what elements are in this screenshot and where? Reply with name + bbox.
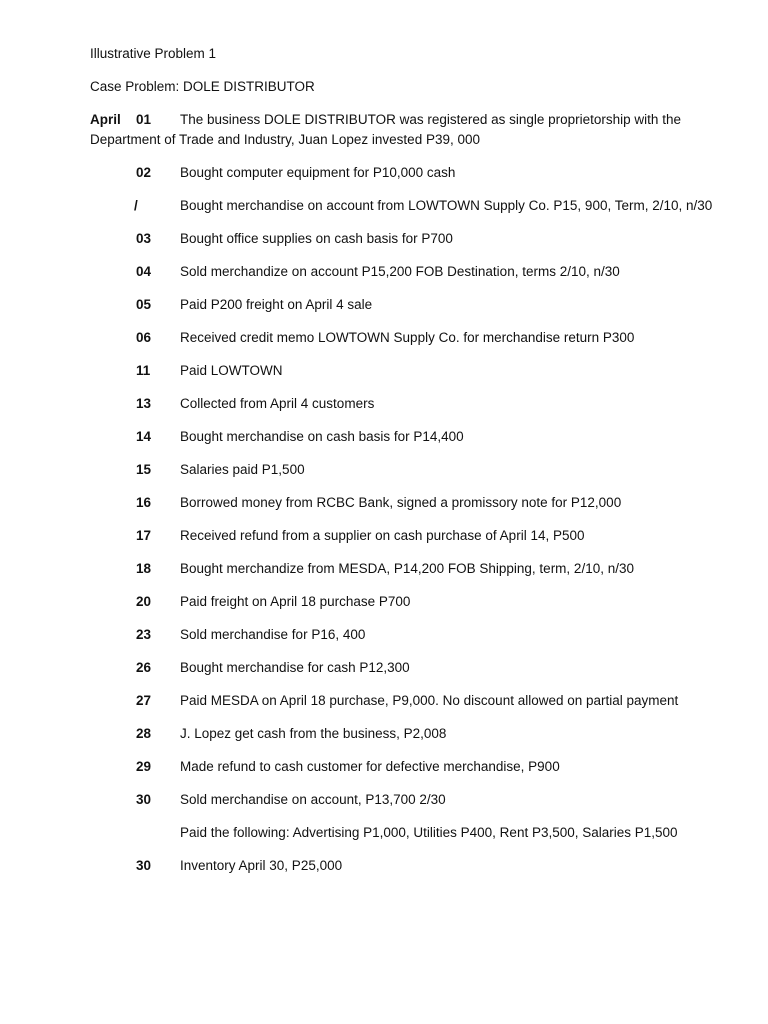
transaction-entry	[0, 527, 768, 545]
entry-day: 30	[136, 792, 152, 807]
entry-day: 06	[136, 330, 152, 345]
entry-day: 14	[136, 429, 152, 444]
entry-day: 18	[136, 561, 152, 576]
entry-text: Inventory April 30, P25,000	[180, 858, 343, 873]
entry-text: Received credit memo LOWTOWN Supply Co. for merchandise return P300	[180, 330, 635, 345]
entry-text: Borrowed money from RCBC Bank, signed a promissory note for P12,000	[180, 495, 622, 510]
transaction-entry	[0, 164, 768, 182]
entry-day: 29	[136, 759, 152, 774]
transaction-entry	[0, 197, 768, 215]
entry-day: 16	[136, 495, 152, 510]
entry-text: Bought office supplies on cash basis for P700	[180, 231, 453, 246]
transaction-entry	[0, 395, 768, 413]
transaction-entry	[0, 428, 768, 446]
transaction-entry	[0, 560, 768, 578]
transaction-entry-first	[0, 111, 768, 129]
transaction-entry	[0, 659, 768, 677]
entry-text: Bought merchandise for cash P12,300	[180, 660, 410, 675]
transaction-entry	[0, 329, 768, 347]
entry-text: Made refund to cash customer for defective merchandise, P900	[180, 759, 560, 774]
entry-day: 03	[136, 231, 152, 246]
entry-text: Paid MESDA on April 18 purchase, P9,000. No discount allowed on partial payment	[180, 693, 679, 708]
entry-text: J. Lopez get cash from the business, P2,008	[180, 726, 447, 741]
month-label: April	[90, 112, 121, 127]
entry-day: 01	[136, 112, 152, 127]
transaction-entry	[0, 461, 768, 479]
entry-day: 30	[136, 858, 152, 873]
entry-day: 02	[136, 165, 152, 180]
entry-text: Received refund from a supplier on cash purchase of April 14, P500	[180, 528, 585, 543]
entry-day: 27	[136, 693, 152, 708]
entry-day: 23	[136, 627, 152, 642]
entry-text: Bought computer equipment for P10,000 cash	[180, 165, 456, 180]
transaction-entry	[0, 758, 768, 776]
transaction-entry	[0, 230, 768, 248]
entry-day: 26	[136, 660, 152, 675]
transaction-entry	[0, 824, 768, 842]
entry-text: Paid freight on April 18 purchase P700	[180, 594, 411, 609]
entry-day: 04	[136, 264, 152, 279]
entry-text: Paid P200 freight on April 4 sale	[180, 297, 373, 312]
entry-text: Bought merchandise on account from LOWTOWN Supply Co. P15, 900, Term, 2/10, n/30	[180, 198, 713, 213]
entry-text: Sold merchandise on account, P13,700 2/30	[180, 792, 446, 807]
entry-day: 28	[136, 726, 152, 741]
entry-day: /	[134, 198, 138, 213]
transaction-entry	[0, 626, 768, 644]
entry-day: 05	[136, 297, 152, 312]
entry-day: 17	[136, 528, 152, 543]
entry-text: Paid the following: Advertising P1,000, Utilities P400, Rent P3,500, Salaries P1,500	[180, 825, 678, 840]
entry-text-continuation: Department of Trade and Industry, Juan Lopez invested P39, 000	[90, 132, 480, 147]
entry-day: 15	[136, 462, 152, 477]
entry-text: Collected from April 4 customers	[180, 396, 375, 411]
transaction-entry	[0, 857, 768, 875]
entry-day: 20	[136, 594, 152, 609]
entry-text: Paid LOWTOWN	[180, 363, 283, 378]
transaction-entry	[0, 725, 768, 743]
entry-day: 11	[136, 363, 151, 378]
entry-text: Bought merchandise on cash basis for P14,400	[180, 429, 464, 444]
transaction-entry	[0, 362, 768, 380]
transaction-entry	[0, 791, 768, 809]
entry-text: The business DOLE DISTRIBUTOR was registered as single proprietorship with the	[180, 112, 681, 127]
transaction-entry	[0, 263, 768, 281]
transaction-entry	[0, 296, 768, 314]
document-heading: Illustrative Problem 1	[90, 46, 217, 61]
entry-text: Salaries paid P1,500	[180, 462, 305, 477]
transaction-entry	[0, 593, 768, 611]
entry-text: Bought merchandize from MESDA, P14,200 FOB Shipping, term, 2/10, n/30	[180, 561, 634, 576]
entry-text: Sold merchandize on account P15,200 FOB Destination, terms 2/10, n/30	[180, 264, 620, 279]
entry-day: 13	[136, 396, 152, 411]
case-title: Case Problem: DOLE DISTRIBUTOR	[90, 79, 315, 94]
entry-text: Sold merchandise for P16, 400	[180, 627, 366, 642]
transaction-entry	[0, 494, 768, 512]
transaction-entry	[0, 692, 768, 710]
